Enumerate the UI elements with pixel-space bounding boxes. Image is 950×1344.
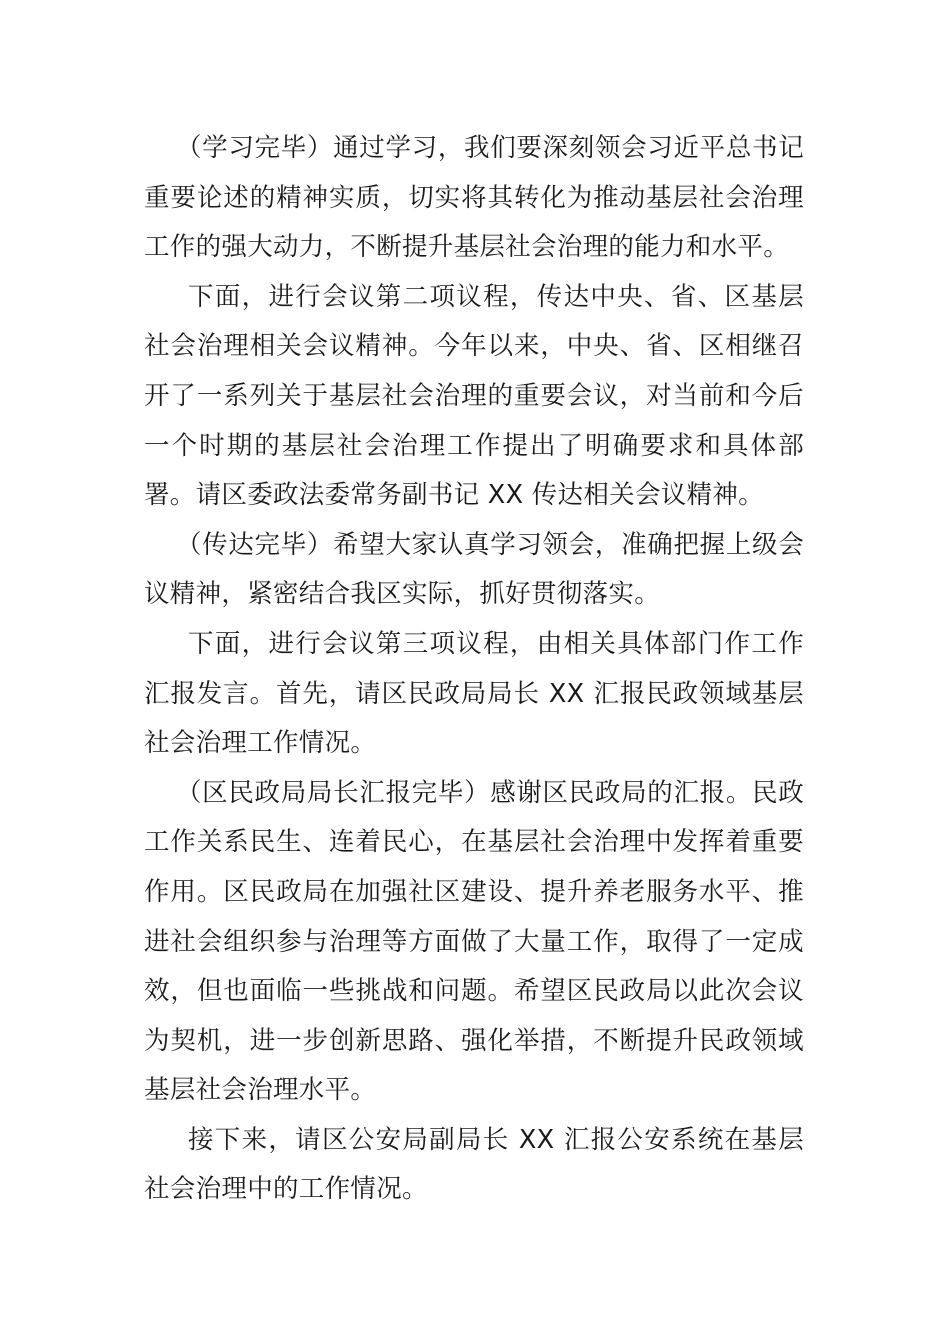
paragraph-study-complete: （学习完毕）通过学习，我们要深刻领会习近平总书记重要论述的精神实质，切实将其转化为推动基层社会治理工作的强大动力，不断提升基层社会治理的能力和水平。 [144, 133, 804, 263]
paragraph-relay-complete: （传达完毕）希望大家认真学习领会，准确把握上级会议精神，紧密结合我区实际，抓好贯彻落实。 [144, 529, 804, 610]
paragraph-agenda-two: 下面，进行会议第二项议程，传达中央、省、区基层社会治理相关会议精神。今年以来，中央、省、区相继召开了一系列关于基层社会治理的重要会议，对当前和今后一个时期的基层社会治理工作提出了明确要求和具体部署。请区委政法委常务副书记 XX 传达相关会议精神。 [144, 281, 804, 511]
paragraph-public-security-report: 接下来，请区公安局副局长 XX 汇报公安系统在基层社会治理中的工作情况。 [144, 1124, 804, 1205]
paragraph-agenda-three: 下面，进行会议第三项议程，由相关具体部门作工作汇报发言。首先，请区民政局局长 XX 汇报民政领域基层社会治理工作情况。 [144, 628, 804, 759]
paragraph-civil-affairs-feedback: （区民政局局长汇报完毕）感谢区民政局的汇报。民政工作关系民生、连着民心，在基层社会治理中发挥着重要作用。区民政局在加强社区建设、提升养老服务水平、推进社会组织参与治理等方面做了大量工作，取得了一定成效，但也面临一些挑战和问题。希望区民政局以此次会议为契机，进一步创新思路、强化举措，不断提升民政领域基层社会治理水平。 [144, 777, 804, 1106]
document-body [144, 124, 804, 1215]
